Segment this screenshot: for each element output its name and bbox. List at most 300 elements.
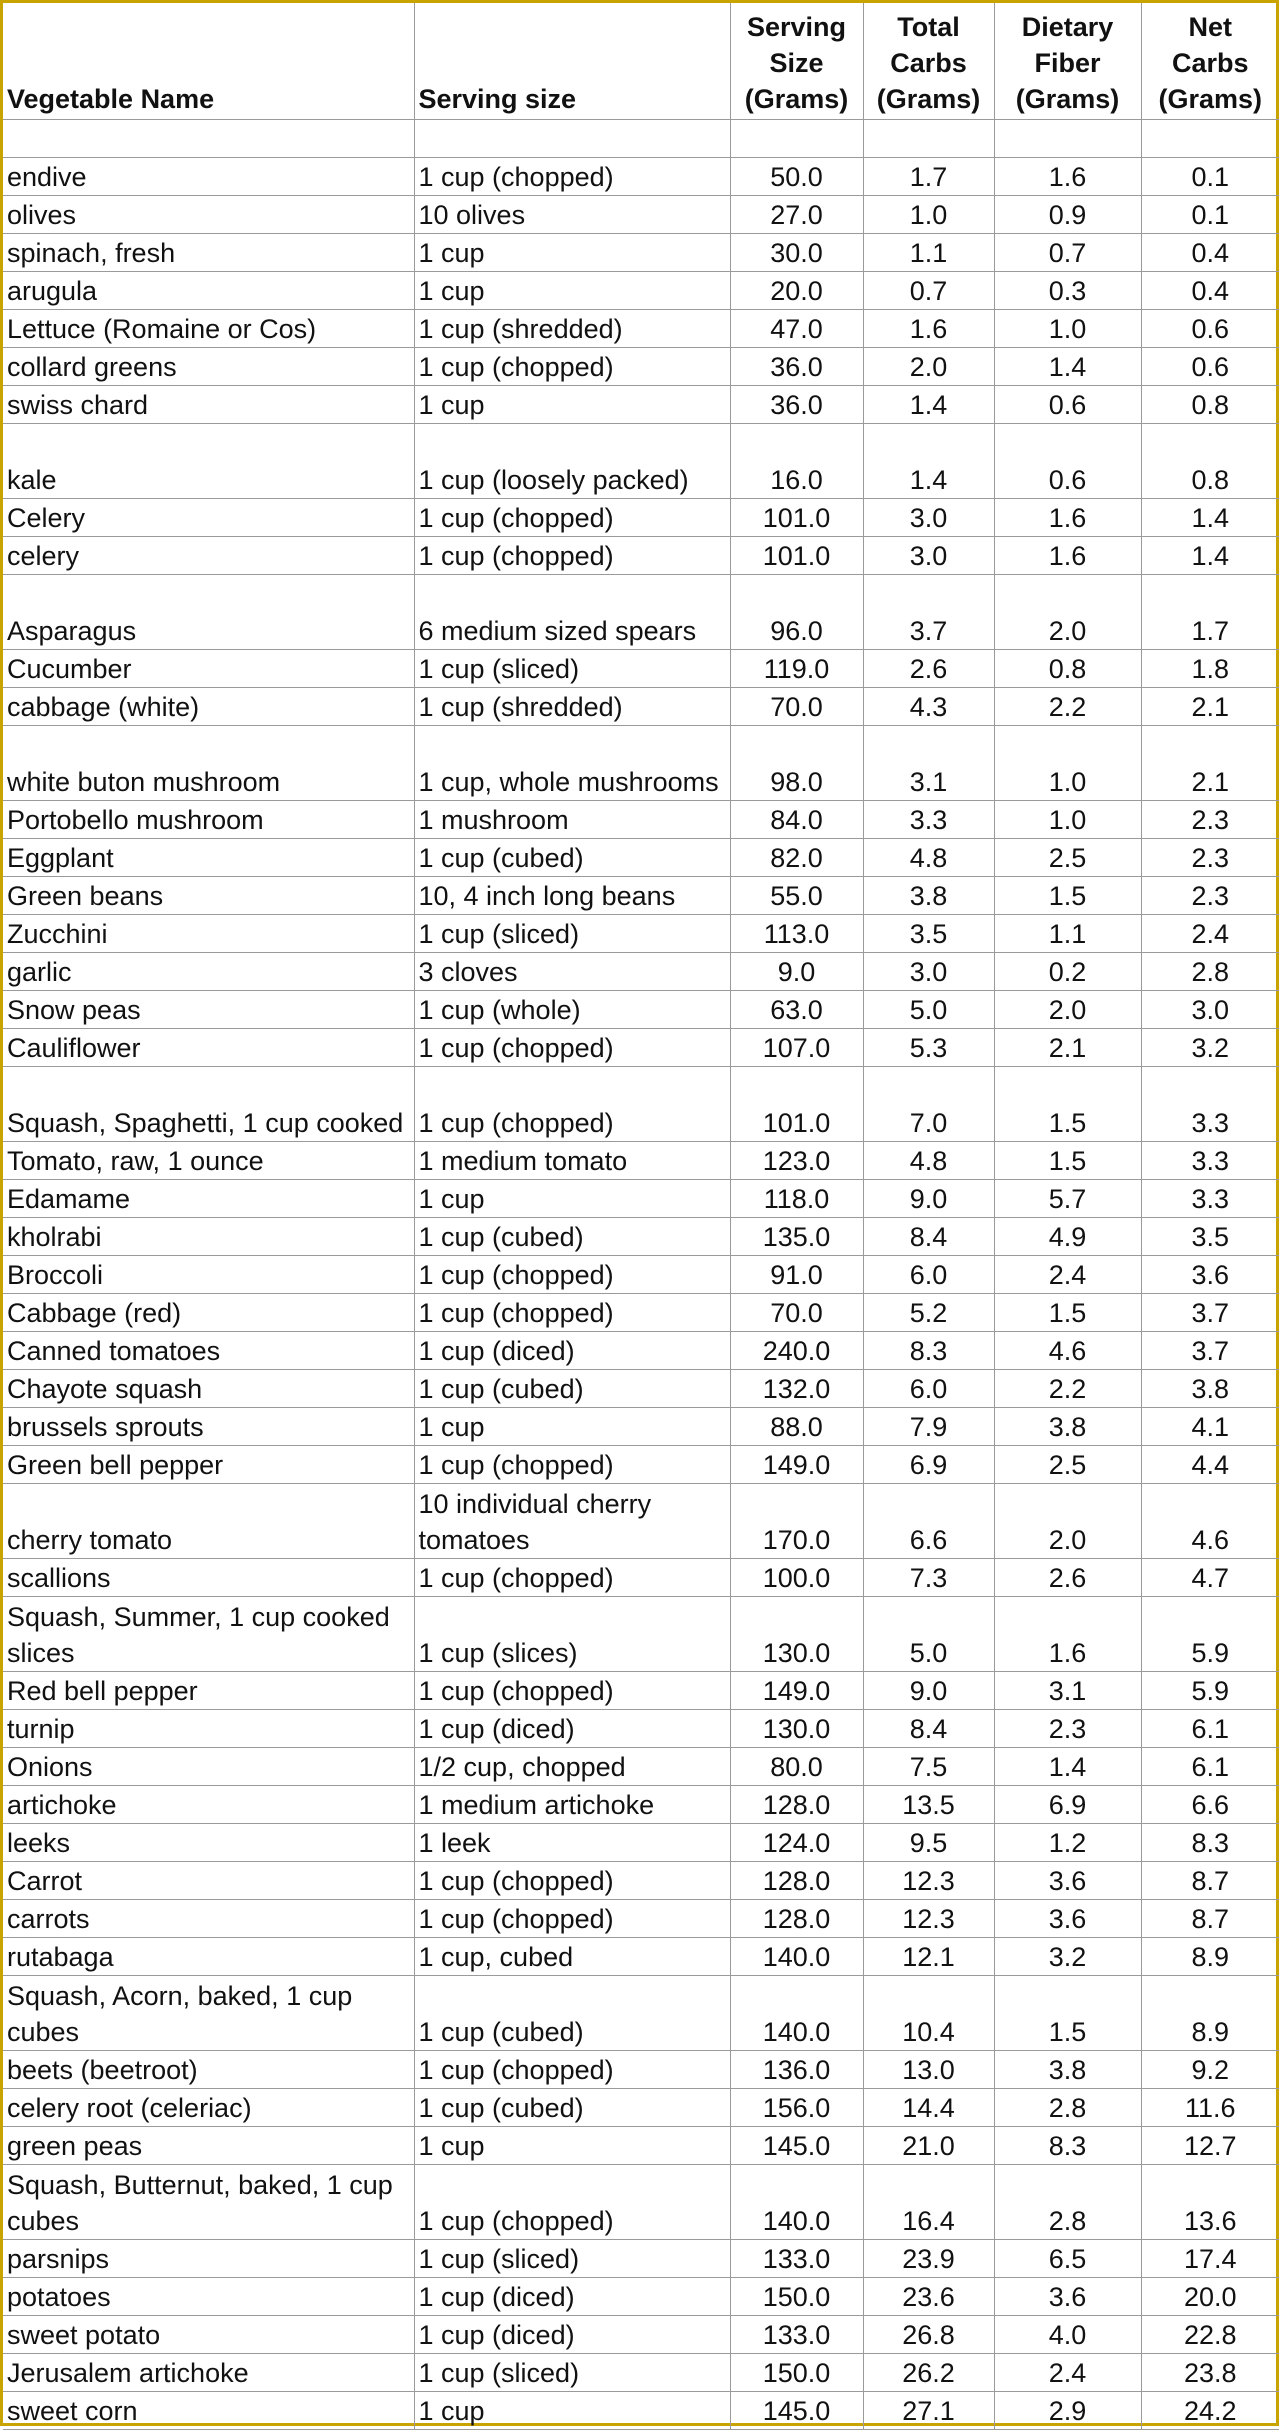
dietary-fiber-cell[interactable]: 1.5 xyxy=(994,1294,1141,1332)
total-carbs-cell[interactable]: 6.6 xyxy=(863,1484,994,1559)
dietary-fiber-cell[interactable]: 2.6 xyxy=(994,1559,1141,1597)
serving-size-cell[interactable]: 1 cup (chopped) xyxy=(414,1256,730,1294)
serving-size-cell[interactable]: 1 cup xyxy=(414,2392,730,2430)
dietary-fiber-cell[interactable]: 1.0 xyxy=(994,801,1141,839)
total-carbs-cell[interactable]: 3.7 xyxy=(863,575,994,650)
serving-grams-cell[interactable]: 113.0 xyxy=(730,915,863,953)
total-carbs-cell[interactable]: 5.2 xyxy=(863,1294,994,1332)
net-carbs-cell[interactable]: 3.2 xyxy=(1141,1029,1279,1067)
dietary-fiber-cell[interactable]: 0.6 xyxy=(994,386,1141,424)
serving-size-cell[interactable]: 1 cup (chopped) xyxy=(414,2165,730,2240)
vegetable-name-cell[interactable]: sweet potato xyxy=(3,2316,414,2354)
total-carbs-cell[interactable]: 12.3 xyxy=(863,1862,994,1900)
dietary-fiber-cell[interactable]: 0.7 xyxy=(994,234,1141,272)
total-carbs-cell[interactable]: 1.4 xyxy=(863,424,994,499)
net-carbs-cell[interactable]: 8.7 xyxy=(1141,1900,1279,1938)
total-carbs-cell[interactable]: 7.0 xyxy=(863,1067,994,1142)
total-carbs-cell[interactable]: 5.0 xyxy=(863,1597,994,1672)
vegetable-name-cell[interactable]: olives xyxy=(3,196,414,234)
header-serving-size[interactable]: Serving size xyxy=(414,3,730,120)
vegetable-name-cell[interactable]: Carrot xyxy=(3,1862,414,1900)
vegetable-name-cell[interactable]: artichoke xyxy=(3,1786,414,1824)
vegetable-name-cell[interactable]: green peas xyxy=(3,2127,414,2165)
total-carbs-cell[interactable]: 9.0 xyxy=(863,1672,994,1710)
dietary-fiber-cell[interactable]: 2.0 xyxy=(994,1484,1141,1559)
serving-grams-cell[interactable]: 88.0 xyxy=(730,1408,863,1446)
total-carbs-cell[interactable]: 6.0 xyxy=(863,1256,994,1294)
net-carbs-cell[interactable]: 4.6 xyxy=(1141,1484,1279,1559)
dietary-fiber-cell[interactable]: 3.1 xyxy=(994,1672,1141,1710)
vegetable-name-cell[interactable]: leeks xyxy=(3,1824,414,1862)
vegetable-name-cell[interactable]: Green beans xyxy=(3,877,414,915)
serving-size-cell[interactable]: 1 cup (cubed) xyxy=(414,2089,730,2127)
net-carbs-cell[interactable]: 13.6 xyxy=(1141,2165,1279,2240)
serving-grams-cell[interactable]: 84.0 xyxy=(730,801,863,839)
vegetable-name-cell[interactable]: rutabaga xyxy=(3,1938,414,1976)
serving-grams-cell[interactable]: 47.0 xyxy=(730,310,863,348)
serving-grams-cell[interactable]: 98.0 xyxy=(730,726,863,801)
serving-grams-cell[interactable]: 140.0 xyxy=(730,2165,863,2240)
total-carbs-cell[interactable]: 6.9 xyxy=(863,1446,994,1484)
net-carbs-cell[interactable]: 4.1 xyxy=(1141,1408,1279,1446)
net-carbs-cell[interactable]: 0.8 xyxy=(1141,386,1279,424)
vegetable-name-cell[interactable]: garlic xyxy=(3,953,414,991)
dietary-fiber-cell[interactable]: 0.8 xyxy=(994,650,1141,688)
vegetable-name-cell[interactable]: carrots xyxy=(3,1900,414,1938)
serving-grams-cell[interactable]: 128.0 xyxy=(730,1862,863,1900)
serving-size-cell[interactable]: 1 cup (chopped) xyxy=(414,348,730,386)
vegetable-name-cell[interactable]: arugula xyxy=(3,272,414,310)
net-carbs-cell[interactable]: 8.9 xyxy=(1141,1938,1279,1976)
total-carbs-cell[interactable]: 3.1 xyxy=(863,726,994,801)
serving-size-cell[interactable]: 1 cup xyxy=(414,234,730,272)
serving-grams-cell[interactable]: 50.0 xyxy=(730,158,863,196)
net-carbs-cell[interactable]: 2.3 xyxy=(1141,877,1279,915)
serving-grams-cell[interactable]: 27.0 xyxy=(730,196,863,234)
serving-size-cell[interactable]: 1 cup (sliced) xyxy=(414,2240,730,2278)
serving-size-cell[interactable]: 1 cup (chopped) xyxy=(414,1672,730,1710)
serving-size-cell[interactable]: 1 leek xyxy=(414,1824,730,1862)
serving-grams-cell[interactable]: 132.0 xyxy=(730,1370,863,1408)
serving-size-cell[interactable]: 1 cup (chopped) xyxy=(414,537,730,575)
serving-grams-cell[interactable]: 149.0 xyxy=(730,1672,863,1710)
serving-size-cell[interactable]: 1 cup (cubed) xyxy=(414,1976,730,2051)
serving-size-cell[interactable]: 1 cup, cubed xyxy=(414,1938,730,1976)
dietary-fiber-cell[interactable]: 4.6 xyxy=(994,1332,1141,1370)
vegetable-name-cell[interactable]: Squash, Butternut, baked, 1 cup cubes xyxy=(3,2165,414,2240)
total-carbs-cell[interactable]: 5.0 xyxy=(863,991,994,1029)
net-carbs-cell[interactable]: 0.6 xyxy=(1141,310,1279,348)
serving-size-cell[interactable]: 1 cup, whole mushrooms xyxy=(414,726,730,801)
dietary-fiber-cell[interactable]: 2.2 xyxy=(994,1370,1141,1408)
net-carbs-cell[interactable]: 9.2 xyxy=(1141,2051,1279,2089)
serving-grams-cell[interactable]: 170.0 xyxy=(730,1484,863,1559)
total-carbs-cell[interactable]: 1.6 xyxy=(863,310,994,348)
vegetable-name-cell[interactable]: white buton mushroom xyxy=(3,726,414,801)
serving-size-cell[interactable]: 1 cup (diced) xyxy=(414,2316,730,2354)
blank-cell[interactable] xyxy=(863,120,994,158)
serving-size-cell[interactable]: 1 cup (chopped) xyxy=(414,2051,730,2089)
dietary-fiber-cell[interactable]: 2.0 xyxy=(994,575,1141,650)
vegetable-name-cell[interactable]: Snow peas xyxy=(3,991,414,1029)
serving-size-cell[interactable]: 1 cup (sliced) xyxy=(414,915,730,953)
serving-grams-cell[interactable]: 9.0 xyxy=(730,953,863,991)
serving-size-cell[interactable]: 1 cup (shredded) xyxy=(414,310,730,348)
vegetable-name-cell[interactable]: celery root (celeriac) xyxy=(3,2089,414,2127)
dietary-fiber-cell[interactable]: 1.5 xyxy=(994,1142,1141,1180)
dietary-fiber-cell[interactable]: 3.6 xyxy=(994,1900,1141,1938)
header-vegetable-name[interactable]: Vegetable Name xyxy=(3,3,414,120)
net-carbs-cell[interactable]: 3.3 xyxy=(1141,1142,1279,1180)
net-carbs-cell[interactable]: 3.3 xyxy=(1141,1180,1279,1218)
vegetable-name-cell[interactable]: Portobello mushroom xyxy=(3,801,414,839)
serving-size-cell[interactable]: 1 cup (cubed) xyxy=(414,1218,730,1256)
vegetable-name-cell[interactable]: Green bell pepper xyxy=(3,1446,414,1484)
vegetable-name-cell[interactable]: swiss chard xyxy=(3,386,414,424)
dietary-fiber-cell[interactable]: 6.5 xyxy=(994,2240,1141,2278)
serving-grams-cell[interactable]: 101.0 xyxy=(730,537,863,575)
vegetable-name-cell[interactable]: Onions xyxy=(3,1748,414,1786)
total-carbs-cell[interactable]: 7.3 xyxy=(863,1559,994,1597)
dietary-fiber-cell[interactable]: 4.0 xyxy=(994,2316,1141,2354)
serving-size-cell[interactable]: 1 cup (chopped) xyxy=(414,158,730,196)
net-carbs-cell[interactable]: 5.9 xyxy=(1141,1672,1279,1710)
vegetable-name-cell[interactable]: Cauliflower xyxy=(3,1029,414,1067)
dietary-fiber-cell[interactable]: 0.6 xyxy=(994,424,1141,499)
net-carbs-cell[interactable]: 4.7 xyxy=(1141,1559,1279,1597)
serving-grams-cell[interactable]: 20.0 xyxy=(730,272,863,310)
serving-size-cell[interactable]: 1 cup xyxy=(414,386,730,424)
vegetable-name-cell[interactable]: spinach, fresh xyxy=(3,234,414,272)
dietary-fiber-cell[interactable]: 1.4 xyxy=(994,348,1141,386)
net-carbs-cell[interactable]: 2.8 xyxy=(1141,953,1279,991)
vegetable-name-cell[interactable]: celery xyxy=(3,537,414,575)
vegetable-name-cell[interactable]: Squash, Spaghetti, 1 cup cooked xyxy=(3,1067,414,1142)
vegetable-name-cell[interactable]: brussels sprouts xyxy=(3,1408,414,1446)
header-net-carbs[interactable] xyxy=(1141,3,1279,120)
net-carbs-cell[interactable]: 24.2 xyxy=(1141,2392,1279,2430)
net-carbs-cell[interactable]: 2.3 xyxy=(1141,839,1279,877)
blank-cell[interactable] xyxy=(994,120,1141,158)
total-carbs-cell[interactable]: 3.8 xyxy=(863,877,994,915)
net-carbs-cell[interactable]: 3.3 xyxy=(1141,1067,1279,1142)
net-carbs-cell[interactable]: 2.1 xyxy=(1141,726,1279,801)
dietary-fiber-cell[interactable]: 2.9 xyxy=(994,2392,1141,2430)
net-carbs-cell[interactable]: 8.3 xyxy=(1141,1824,1279,1862)
serving-size-cell[interactable]: 1 cup (chopped) xyxy=(414,1294,730,1332)
vegetable-name-cell[interactable]: Lettuce (Romaine or Cos) xyxy=(3,310,414,348)
serving-size-cell[interactable]: 1 cup (chopped) xyxy=(414,1067,730,1142)
dietary-fiber-cell[interactable]: 2.0 xyxy=(994,991,1141,1029)
total-carbs-cell[interactable]: 3.0 xyxy=(863,499,994,537)
dietary-fiber-cell[interactable]: 1.6 xyxy=(994,1597,1141,1672)
net-carbs-cell[interactable]: 2.1 xyxy=(1141,688,1279,726)
serving-size-cell[interactable]: 1 cup (chopped) xyxy=(414,1029,730,1067)
vegetable-name-cell[interactable]: Broccoli xyxy=(3,1256,414,1294)
net-carbs-cell[interactable]: 4.4 xyxy=(1141,1446,1279,1484)
serving-size-cell[interactable]: 1 cup (chopped) xyxy=(414,1862,730,1900)
header-dietary-fiber[interactable] xyxy=(994,3,1141,120)
serving-size-cell[interactable]: 1 cup (slices) xyxy=(414,1597,730,1672)
total-carbs-cell[interactable]: 1.4 xyxy=(863,386,994,424)
dietary-fiber-cell[interactable]: 3.8 xyxy=(994,1408,1141,1446)
vegetable-name-cell[interactable]: scallions xyxy=(3,1559,414,1597)
total-carbs-cell[interactable]: 9.0 xyxy=(863,1180,994,1218)
total-carbs-cell[interactable]: 3.0 xyxy=(863,953,994,991)
serving-size-cell[interactable]: 1 cup (diced) xyxy=(414,1710,730,1748)
dietary-fiber-cell[interactable]: 2.5 xyxy=(994,839,1141,877)
dietary-fiber-cell[interactable]: 1.5 xyxy=(994,1976,1141,2051)
total-carbs-cell[interactable]: 4.8 xyxy=(863,839,994,877)
serving-grams-cell[interactable]: 101.0 xyxy=(730,1067,863,1142)
dietary-fiber-cell[interactable]: 2.3 xyxy=(994,1710,1141,1748)
vegetable-name-cell[interactable]: Canned tomatoes xyxy=(3,1332,414,1370)
net-carbs-cell[interactable]: 0.1 xyxy=(1141,158,1279,196)
serving-grams-cell[interactable]: 136.0 xyxy=(730,2051,863,2089)
total-carbs-cell[interactable]: 26.8 xyxy=(863,2316,994,2354)
total-carbs-cell[interactable]: 8.4 xyxy=(863,1218,994,1256)
serving-size-cell[interactable]: 1 cup (chopped) xyxy=(414,1900,730,1938)
dietary-fiber-cell[interactable]: 1.1 xyxy=(994,915,1141,953)
serving-size-cell[interactable]: 1 cup (loosely packed) xyxy=(414,424,730,499)
net-carbs-cell[interactable]: 6.1 xyxy=(1141,1710,1279,1748)
dietary-fiber-cell[interactable]: 3.6 xyxy=(994,1862,1141,1900)
total-carbs-cell[interactable]: 1.0 xyxy=(863,196,994,234)
net-carbs-cell[interactable]: 1.7 xyxy=(1141,575,1279,650)
serving-size-cell[interactable]: 1 cup (chopped) xyxy=(414,499,730,537)
net-carbs-cell[interactable]: 3.5 xyxy=(1141,1218,1279,1256)
total-carbs-cell[interactable]: 12.3 xyxy=(863,1900,994,1938)
serving-grams-cell[interactable]: 124.0 xyxy=(730,1824,863,1862)
dietary-fiber-cell[interactable]: 1.0 xyxy=(994,310,1141,348)
serving-grams-cell[interactable]: 128.0 xyxy=(730,1786,863,1824)
dietary-fiber-cell[interactable]: 2.8 xyxy=(994,2089,1141,2127)
net-carbs-cell[interactable]: 0.4 xyxy=(1141,272,1279,310)
serving-grams-cell[interactable]: 140.0 xyxy=(730,1976,863,2051)
serving-size-cell[interactable]: 1 cup xyxy=(414,2127,730,2165)
total-carbs-cell[interactable]: 10.4 xyxy=(863,1976,994,2051)
serving-size-cell[interactable]: 1 cup (diced) xyxy=(414,2278,730,2316)
blank-cell[interactable] xyxy=(3,120,414,158)
net-carbs-cell[interactable]: 8.9 xyxy=(1141,1976,1279,2051)
serving-grams-cell[interactable]: 96.0 xyxy=(730,575,863,650)
serving-size-cell[interactable]: 1 cup (sliced) xyxy=(414,2354,730,2392)
dietary-fiber-cell[interactable]: 3.8 xyxy=(994,2051,1141,2089)
vegetable-name-cell[interactable]: cherry tomato xyxy=(3,1484,414,1559)
net-carbs-cell[interactable]: 3.7 xyxy=(1141,1332,1279,1370)
dietary-fiber-cell[interactable]: 1.6 xyxy=(994,158,1141,196)
vegetable-name-cell[interactable]: turnip xyxy=(3,1710,414,1748)
serving-grams-cell[interactable]: 123.0 xyxy=(730,1142,863,1180)
serving-size-cell[interactable]: 10 olives xyxy=(414,196,730,234)
serving-grams-cell[interactable]: 135.0 xyxy=(730,1218,863,1256)
total-carbs-cell[interactable]: 12.1 xyxy=(863,1938,994,1976)
total-carbs-cell[interactable]: 8.4 xyxy=(863,1710,994,1748)
total-carbs-cell[interactable]: 4.3 xyxy=(863,688,994,726)
net-carbs-cell[interactable]: 0.4 xyxy=(1141,234,1279,272)
blank-cell[interactable] xyxy=(730,120,863,158)
serving-size-cell[interactable]: 10 individual cherry tomatoes xyxy=(414,1484,730,1559)
total-carbs-cell[interactable]: 2.6 xyxy=(863,650,994,688)
serving-grams-cell[interactable]: 63.0 xyxy=(730,991,863,1029)
net-carbs-cell[interactable]: 1.4 xyxy=(1141,537,1279,575)
serving-grams-cell[interactable]: 36.0 xyxy=(730,386,863,424)
serving-grams-cell[interactable]: 36.0 xyxy=(730,348,863,386)
vegetable-name-cell[interactable]: Celery xyxy=(3,499,414,537)
serving-grams-cell[interactable]: 145.0 xyxy=(730,2127,863,2165)
dietary-fiber-cell[interactable]: 2.8 xyxy=(994,2165,1141,2240)
dietary-fiber-cell[interactable]: 2.4 xyxy=(994,2354,1141,2392)
vegetable-name-cell[interactable]: Asparagus xyxy=(3,575,414,650)
total-carbs-cell[interactable]: 14.4 xyxy=(863,2089,994,2127)
serving-grams-cell[interactable]: 149.0 xyxy=(730,1446,863,1484)
total-carbs-cell[interactable]: 13.0 xyxy=(863,2051,994,2089)
serving-grams-cell[interactable]: 145.0 xyxy=(730,2392,863,2430)
serving-grams-cell[interactable]: 55.0 xyxy=(730,877,863,915)
serving-size-cell[interactable]: 1 cup (cubed) xyxy=(414,1370,730,1408)
net-carbs-cell[interactable]: 22.8 xyxy=(1141,2316,1279,2354)
total-carbs-cell[interactable]: 3.5 xyxy=(863,915,994,953)
serving-grams-cell[interactable]: 130.0 xyxy=(730,1597,863,1672)
serving-grams-cell[interactable]: 128.0 xyxy=(730,1900,863,1938)
dietary-fiber-cell[interactable]: 1.5 xyxy=(994,877,1141,915)
serving-size-cell[interactable]: 1 cup xyxy=(414,1180,730,1218)
vegetable-name-cell[interactable]: potatoes xyxy=(3,2278,414,2316)
dietary-fiber-cell[interactable]: 1.4 xyxy=(994,1748,1141,1786)
total-carbs-cell[interactable]: 6.0 xyxy=(863,1370,994,1408)
dietary-fiber-cell[interactable]: 0.3 xyxy=(994,272,1141,310)
serving-grams-cell[interactable]: 150.0 xyxy=(730,2278,863,2316)
serving-grams-cell[interactable]: 119.0 xyxy=(730,650,863,688)
total-carbs-cell[interactable]: 27.1 xyxy=(863,2392,994,2430)
dietary-fiber-cell[interactable]: 3.6 xyxy=(994,2278,1141,2316)
serving-grams-cell[interactable]: 130.0 xyxy=(730,1710,863,1748)
net-carbs-cell[interactable]: 6.6 xyxy=(1141,1786,1279,1824)
total-carbs-cell[interactable]: 2.0 xyxy=(863,348,994,386)
serving-grams-cell[interactable]: 80.0 xyxy=(730,1748,863,1786)
dietary-fiber-cell[interactable]: 5.7 xyxy=(994,1180,1141,1218)
serving-size-cell[interactable]: 1 cup (cubed) xyxy=(414,839,730,877)
serving-grams-cell[interactable]: 133.0 xyxy=(730,2240,863,2278)
total-carbs-cell[interactable]: 4.8 xyxy=(863,1142,994,1180)
serving-size-cell[interactable]: 1 medium tomato xyxy=(414,1142,730,1180)
vegetable-name-cell[interactable]: Zucchini xyxy=(3,915,414,953)
header-serving-grams[interactable] xyxy=(730,3,863,120)
total-carbs-cell[interactable]: 7.9 xyxy=(863,1408,994,1446)
net-carbs-cell[interactable]: 0.1 xyxy=(1141,196,1279,234)
total-carbs-cell[interactable]: 9.5 xyxy=(863,1824,994,1862)
vegetable-name-cell[interactable]: kholrabi xyxy=(3,1218,414,1256)
dietary-fiber-cell[interactable]: 0.2 xyxy=(994,953,1141,991)
vegetable-name-cell[interactable]: Cucumber xyxy=(3,650,414,688)
serving-size-cell[interactable]: 1 cup (shredded) xyxy=(414,688,730,726)
serving-size-cell[interactable]: 1 cup xyxy=(414,272,730,310)
dietary-fiber-cell[interactable]: 0.9 xyxy=(994,196,1141,234)
net-carbs-cell[interactable]: 1.8 xyxy=(1141,650,1279,688)
net-carbs-cell[interactable]: 3.6 xyxy=(1141,1256,1279,1294)
total-carbs-cell[interactable]: 1.7 xyxy=(863,158,994,196)
vegetable-name-cell[interactable]: Edamame xyxy=(3,1180,414,1218)
serving-grams-cell[interactable]: 70.0 xyxy=(730,688,863,726)
serving-grams-cell[interactable]: 118.0 xyxy=(730,1180,863,1218)
net-carbs-cell[interactable]: 0.6 xyxy=(1141,348,1279,386)
total-carbs-cell[interactable]: 21.0 xyxy=(863,2127,994,2165)
vegetable-name-cell[interactable]: endive xyxy=(3,158,414,196)
total-carbs-cell[interactable]: 23.6 xyxy=(863,2278,994,2316)
dietary-fiber-cell[interactable]: 1.6 xyxy=(994,537,1141,575)
net-carbs-cell[interactable]: 3.7 xyxy=(1141,1294,1279,1332)
vegetable-name-cell[interactable]: Cabbage (red) xyxy=(3,1294,414,1332)
vegetable-name-cell[interactable]: Tomato, raw, 1 ounce xyxy=(3,1142,414,1180)
serving-size-cell[interactable]: 1 cup (chopped) xyxy=(414,1446,730,1484)
serving-size-cell[interactable]: 1 medium artichoke xyxy=(414,1786,730,1824)
serving-grams-cell[interactable]: 133.0 xyxy=(730,2316,863,2354)
blank-cell[interactable] xyxy=(414,120,730,158)
total-carbs-cell[interactable]: 7.5 xyxy=(863,1748,994,1786)
serving-grams-cell[interactable]: 107.0 xyxy=(730,1029,863,1067)
serving-grams-cell[interactable]: 140.0 xyxy=(730,1938,863,1976)
dietary-fiber-cell[interactable]: 1.2 xyxy=(994,1824,1141,1862)
net-carbs-cell[interactable]: 20.0 xyxy=(1141,2278,1279,2316)
net-carbs-cell[interactable]: 0.8 xyxy=(1141,424,1279,499)
vegetable-name-cell[interactable]: cabbage (white) xyxy=(3,688,414,726)
serving-grams-cell[interactable]: 101.0 xyxy=(730,499,863,537)
vegetable-name-cell[interactable]: kale xyxy=(3,424,414,499)
serving-size-cell[interactable]: 1 cup (diced) xyxy=(414,1332,730,1370)
serving-grams-cell[interactable]: 70.0 xyxy=(730,1294,863,1332)
net-carbs-cell[interactable]: 3.8 xyxy=(1141,1370,1279,1408)
total-carbs-cell[interactable]: 5.3 xyxy=(863,1029,994,1067)
net-carbs-cell[interactable]: 23.8 xyxy=(1141,2354,1279,2392)
serving-size-cell[interactable]: 1 mushroom xyxy=(414,801,730,839)
vegetable-name-cell[interactable]: sweet corn xyxy=(3,2392,414,2430)
total-carbs-cell[interactable]: 0.7 xyxy=(863,272,994,310)
serving-size-cell[interactable]: 1 cup (whole) xyxy=(414,991,730,1029)
net-carbs-cell[interactable]: 5.9 xyxy=(1141,1597,1279,1672)
vegetable-name-cell[interactable]: Chayote squash xyxy=(3,1370,414,1408)
blank-cell[interactable] xyxy=(1141,120,1279,158)
vegetable-name-cell[interactable]: parsnips xyxy=(3,2240,414,2278)
total-carbs-cell[interactable]: 3.3 xyxy=(863,801,994,839)
total-carbs-cell[interactable]: 8.3 xyxy=(863,1332,994,1370)
net-carbs-cell[interactable]: 12.7 xyxy=(1141,2127,1279,2165)
dietary-fiber-cell[interactable]: 2.2 xyxy=(994,688,1141,726)
serving-grams-cell[interactable]: 240.0 xyxy=(730,1332,863,1370)
total-carbs-cell[interactable]: 26.2 xyxy=(863,2354,994,2392)
dietary-fiber-cell[interactable]: 2.5 xyxy=(994,1446,1141,1484)
dietary-fiber-cell[interactable]: 1.6 xyxy=(994,499,1141,537)
vegetable-name-cell[interactable]: beets (beetroot) xyxy=(3,2051,414,2089)
vegetable-name-cell[interactable]: Squash, Acorn, baked, 1 cup cubes xyxy=(3,1976,414,2051)
dietary-fiber-cell[interactable]: 6.9 xyxy=(994,1786,1141,1824)
vegetable-name-cell[interactable]: Squash, Summer, 1 cup cooked slices xyxy=(3,1597,414,1672)
net-carbs-cell[interactable]: 17.4 xyxy=(1141,2240,1279,2278)
dietary-fiber-cell[interactable]: 3.2 xyxy=(994,1938,1141,1976)
total-carbs-cell[interactable]: 3.0 xyxy=(863,537,994,575)
net-carbs-cell[interactable]: 3.0 xyxy=(1141,991,1279,1029)
serving-grams-cell[interactable]: 156.0 xyxy=(730,2089,863,2127)
total-carbs-cell[interactable]: 16.4 xyxy=(863,2165,994,2240)
dietary-fiber-cell[interactable]: 2.1 xyxy=(994,1029,1141,1067)
total-carbs-cell[interactable]: 23.9 xyxy=(863,2240,994,2278)
serving-size-cell[interactable]: 1 cup (sliced) xyxy=(414,650,730,688)
serving-grams-cell[interactable]: 91.0 xyxy=(730,1256,863,1294)
dietary-fiber-cell[interactable]: 4.9 xyxy=(994,1218,1141,1256)
serving-grams-cell[interactable]: 82.0 xyxy=(730,839,863,877)
serving-size-cell[interactable]: 10, 4 inch long beans xyxy=(414,877,730,915)
serving-grams-cell[interactable]: 150.0 xyxy=(730,2354,863,2392)
vegetable-name-cell[interactable]: Eggplant xyxy=(3,839,414,877)
